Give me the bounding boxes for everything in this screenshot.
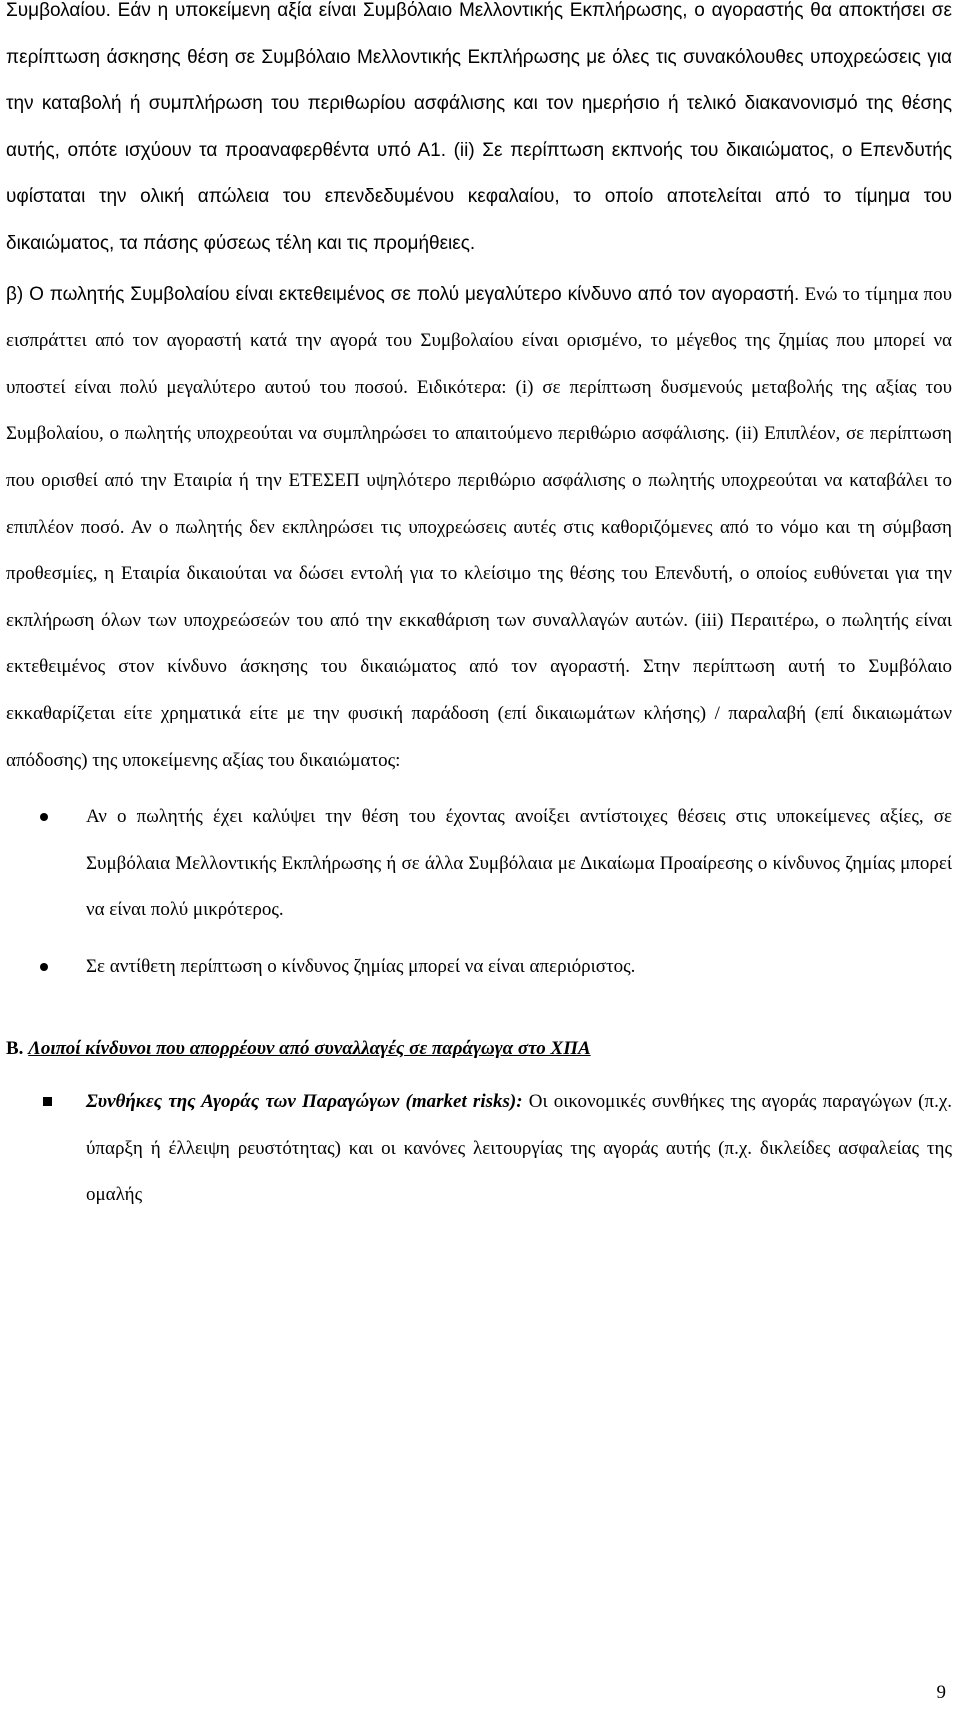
bullet-list: [6, 794, 952, 990]
bullet-dot-icon: [40, 963, 48, 971]
list-item-text: Σε αντίθετη περίπτωση ο κίνδυνος ζημίας μπορεί να είναι απεριόριστος.: [86, 955, 636, 977]
list-item-text: Οι οικονομικές συνθήκες της αγοράς παραγώγων (π.χ. ύπαρξη ή έλλειψη ρευστότητας) και οι κανόνες λειτουργίας της αγοράς αυτής (π.χ. δικλείδες ασφαλείας της ομαλής: [86, 1091, 953, 1206]
section-title: Λοιποί κίνδυνοι που απορρέουν από συναλλαγές σε παράγωγα στο ΧΠΑ: [28, 1038, 591, 1060]
square-bullet-icon: [43, 1097, 52, 1106]
section-prefix: B.: [6, 1038, 24, 1060]
bullet-dot-icon: [40, 813, 48, 821]
term-label: Συνθήκες της Αγοράς των Παραγώγων (market risks):: [86, 1091, 523, 1113]
section-heading: [6, 1026, 952, 1073]
paragraph-text: Συμβολαίου. Εάν η υποκείμενη αξία είναι Συμβόλαιο Μελλοντικής Εκπλήρωσης, ο αγοραστής θα αποκτήσει σε περίπτωση άσκησης θέση σε Συμβόλαιο Μελλοντικής Εκπλήρωσης με όλες τις συνακόλουθες υποχρεώσεις για την καταβολή ή συμπλήρωση του περιθωρίου ασφάλισης και τον ημερήσιο ή τελικό διακανονισμό της θέσης αυτής, οπότε ισχύουν τα προαναφερθέντα υπό Α1. (ii) Σε περίπτωση εκπνοής του δικαιώματος, ο Επενδυτής υφίσταται την ολική απώλεια του επενδεδυμένου κεφαλαίου, το οποίο αποτελείται από το τίμημα του δικαιώματος, τα πάσης φύσεως τέλη και τις προμήθειες.: [6, 0, 952, 254]
paragraph-option-buyer: [6, 0, 952, 268]
list-item: [6, 944, 952, 991]
list-item-text: Αν ο πωλητής έχει καλύψει την θέση του έχοντας ανοίξει αντίστοιχες θέσεις στις υποκείμενες αξίες, σε Συμβόλαια Μελλοντικής Εκπλήρωσης ή σε άλλα Συμβόλαια με Δικαίωμα Προαίρεσης ο κίνδυνος ζημίας μπορεί να είναι πολύ μικρότερος.: [86, 806, 952, 921]
page-number: 9: [936, 1682, 946, 1703]
sub-list: [6, 1079, 952, 1219]
list-item: [6, 1079, 952, 1219]
paragraph-option-seller: [6, 272, 952, 785]
paragraph-text: Ενώ το τίμημα που εισπράττει από τον αγοραστή κατά την αγορά του Συμβολαίου είναι ορισμένο, το μέγεθος της ζημίας που μπορεί να υποστεί είναι πολύ μεγαλύτερο αυτού του ποσού. Ειδικότερα: (i) σε περίπτωση δυσμενούς μεταβολής της αξίας του Συμβολαίου, ο πωλητής υποχρεούται να συμπληρώσει το απαιτούμενο περιθώριο ασφάλισης. (ii) Επιπλέον, σε περίπτωση που ορισθεί από την Εταιρία ή την ΕΤΕΣΕΠ υψηλότερο περιθώριο ασφάλισης ο πωλητής υποχρεούται να καταβάλει το επιπλέον ποσό. Αν ο πωλητής δεν εκπληρώσει τις υποχρεώσεις αυτές στις καθοριζόμενες από το νόμο και τη σύμβαση προθεσμίες, η Εταιρία δικαιούται να δώσει εντολή για το κλείσιμο της θέσης του Επενδυτή, ο οποίος ευθύνεται για την εκπλήρωση όλων των υποχρεώσεών του από την εκκαθάριση των συναλλαγών αυτών. (iii) Περαιτέρω, ο πωλητής είναι εκτεθειμένος στον κίνδυνο άσκησης του δικαιώματος από τον αγοραστή. Στην περίπτωση αυτή το Συμβόλαιο εκκαθαρίζεται είτε χρηματικά είτε με την φυσική παράδοση (επί δικαιωμάτων κλήσης) / παραλαβή (επί δικαιωμάτων απόδοσης) της υποκείμενης αξίας του δικαιώματος:: [6, 283, 952, 771]
document-page: [6, 0, 952, 1219]
list-item: [6, 794, 952, 934]
paragraph-lead: β) Ο πωλητής Συμβολαίου είναι εκτεθειμένος σε πολύ μεγαλύτερο κίνδυνο από τον αγοραστή.: [6, 283, 800, 305]
